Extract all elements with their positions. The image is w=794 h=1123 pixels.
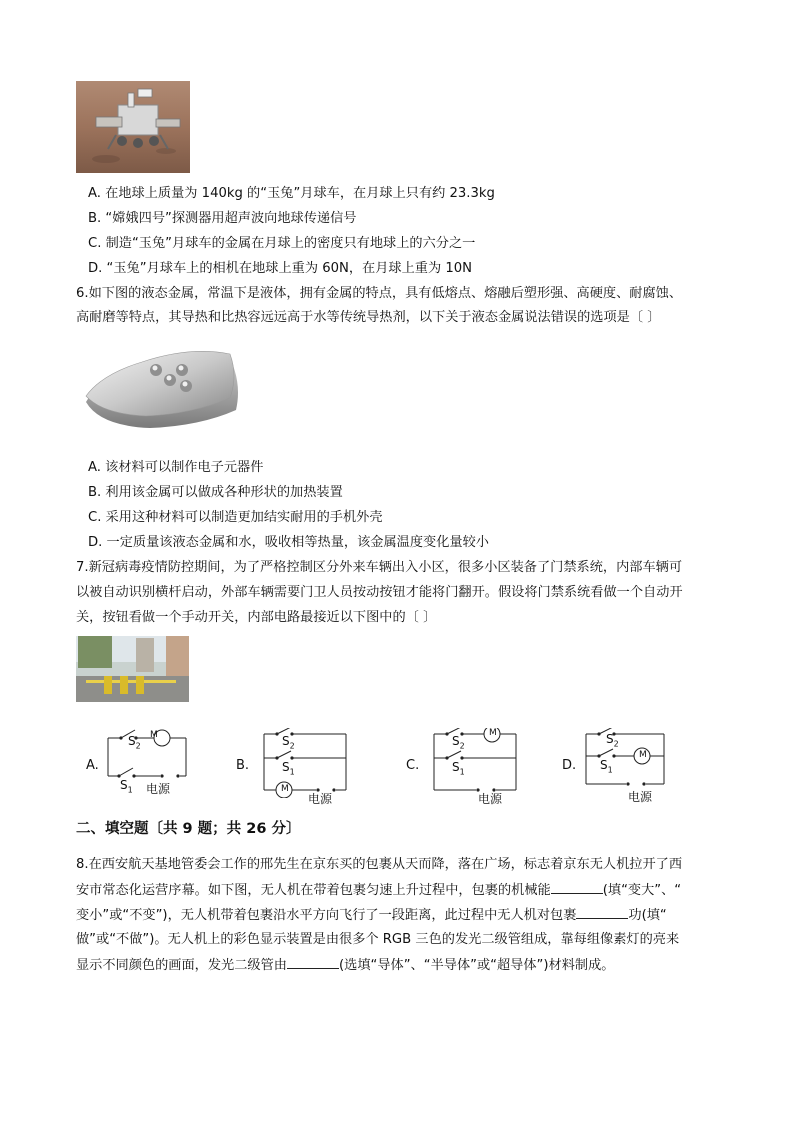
- circuit-option-b: [236, 722, 356, 808]
- q8-line-3-tail: 功(填“: [628, 908, 667, 923]
- circuit-option-a: [84, 722, 194, 798]
- circuit-d-s1-letter: S: [600, 758, 608, 772]
- circuit-d-s2: [606, 732, 619, 748]
- circuit-a-source: 电源: [146, 782, 171, 796]
- circuit-c-s2-letter: S: [452, 734, 460, 748]
- q6-option-c: C. 采用这种材料可以制造更加结实耐用的手机外壳: [88, 510, 383, 525]
- circuit-b-s1-letter: S: [282, 760, 290, 774]
- lunar-rover-photo: [76, 81, 190, 173]
- q5-option-b: B. “嫦娥四号”探测器用超声波向地球传递信号: [88, 211, 357, 226]
- circuit-b-diagram: [260, 728, 356, 798]
- circuit-option-c: [406, 722, 526, 808]
- q6-option-b: B. 利用该金属可以做成各种形状的加热装置: [88, 485, 343, 500]
- circuit-d-s1-sub: 1: [607, 765, 613, 775]
- circuit-d-source: 电源: [628, 790, 653, 804]
- q8-line-5-tail: (选填“导体”、“半导体”或“超导体”)材料制成。: [339, 958, 615, 973]
- circuit-c-label: C.: [406, 758, 420, 773]
- circuit-d-label: D.: [562, 758, 577, 773]
- circuit-b-s2: [282, 734, 295, 750]
- gate-barrier-photo: [76, 636, 189, 702]
- q8-blank-2[interactable]: [576, 906, 628, 919]
- circuit-c-diagram: [430, 728, 526, 798]
- circuit-d-s1: [600, 758, 613, 774]
- q6-stem-line-2: 高耐磨等特点，其导热和比热容远远高于水等传统导热剂，以下关于液态金属说法错误的选项是〔 〕: [76, 310, 661, 325]
- circuit-c-s1: [452, 760, 465, 776]
- circuit-d-s2-letter: S: [606, 732, 614, 746]
- circuit-a-s1: [120, 778, 133, 794]
- circuit-b-s1: [282, 760, 295, 776]
- q6-stem-line-1: 6.如下图的液态金属，常温下是液体，拥有金属的特点，具有低熔点、熔融后塑形强、高硬度、耐腐蚀、: [76, 286, 683, 301]
- liquid-metal-photo: [80, 344, 244, 432]
- circuit-c-source: 电源: [478, 792, 503, 806]
- circuit-d-motor: M: [639, 750, 647, 760]
- q7-stem-line-3: 关，按钮看做一个手动开关，内部电路最接近以下图中的〔 〕: [76, 610, 437, 625]
- circuit-a-s2-letter: S: [128, 734, 136, 748]
- q7-stem-line-2: 以被自动识别横杆启动，外部车辆需要门卫人员按动按钮才能将门翻开。假设将门禁系统看做一个自动开: [76, 585, 683, 600]
- circuit-d-diagram: [582, 728, 672, 794]
- q8-blank-1[interactable]: [551, 881, 603, 894]
- circuit-b-s2-letter: S: [282, 734, 290, 748]
- circuit-b-s2-sub: 2: [289, 741, 295, 751]
- q7-stem-line-1: 7.新冠病毒疫情防控期间，为了严格控制区分外来车辆出入小区，很多小区装备了门禁系统，内部车辆可: [76, 560, 683, 575]
- q5-option-a: A. 在地球上质量为 140kg 的“玉兔”月球车，在月球上只有约 23.3kg: [88, 186, 495, 201]
- circuit-a-s2: [128, 734, 141, 750]
- q8-line-2-text: 安市常态化运营序幕。如下图，无人机在带着包裹匀速上升过程中，包裹的机械能: [76, 883, 551, 898]
- circuit-c-s1-sub: 1: [459, 767, 465, 777]
- q5-option-d: D. “玉兔”月球车上的相机在地球上重为 60N，在月球上重为 10N: [88, 261, 473, 276]
- circuit-a-s1-sub: 1: [127, 785, 133, 795]
- circuit-c-s2: [452, 734, 465, 750]
- circuit-b-label: B.: [236, 758, 250, 773]
- circuit-a-s2-sub: 2: [135, 741, 141, 751]
- circuit-c-motor: M: [489, 728, 497, 738]
- circuit-option-d: [562, 722, 682, 808]
- circuit-a-label: A.: [86, 758, 99, 773]
- circuit-b-motor: M: [281, 784, 289, 794]
- q8-line-1: 8.在西安航天基地管委会工作的邢先生在京东买的包裹从天而降，落在广场，标志着京东无人机拉开了西: [76, 857, 683, 872]
- q8-line-5: [76, 956, 614, 975]
- q8-line-4: 做”或“不做”)。无人机上的彩色显示装置是由很多个 RGB 三色的发光二级管组成，靠每组像素灯的亮来: [76, 932, 680, 947]
- q8-line-3-text: 变小”或“不变”)，无人机带着包裹沿水平方向飞行了一段距离，此过程中无人机对包裹: [76, 908, 577, 923]
- q8-blank-3[interactable]: [287, 956, 339, 969]
- circuit-a-s1-letter: S: [120, 778, 128, 792]
- circuit-a-motor: M: [150, 730, 158, 740]
- circuit-c-s2-sub: 2: [459, 741, 465, 751]
- circuit-d-s2-sub: 2: [613, 739, 619, 749]
- q8-line-2: [76, 881, 681, 900]
- q8-line-5-text: 显示不同颜色的画面，发光二级管由: [76, 958, 287, 973]
- q8-line-2-tail: (填“变大”、“: [602, 883, 682, 898]
- q5-option-c: C. 制造“玉兔”月球车的金属在月球上的密度只有地球上的六分之一: [88, 236, 476, 251]
- q6-option-d: D. 一定质量该液态金属和水，吸收相等热量，该金属温度变化量较小: [88, 535, 489, 550]
- section-heading-fill-in: 二、填空题〔共 9 题；共 26 分〕: [76, 821, 301, 837]
- circuit-c-s1-letter: S: [452, 760, 460, 774]
- q8-line-3: [76, 906, 667, 925]
- circuit-b-s1-sub: 1: [289, 767, 295, 777]
- circuit-b-source: 电源: [308, 792, 333, 806]
- q6-option-a: A. 该材料可以制作电子元器件: [88, 460, 264, 475]
